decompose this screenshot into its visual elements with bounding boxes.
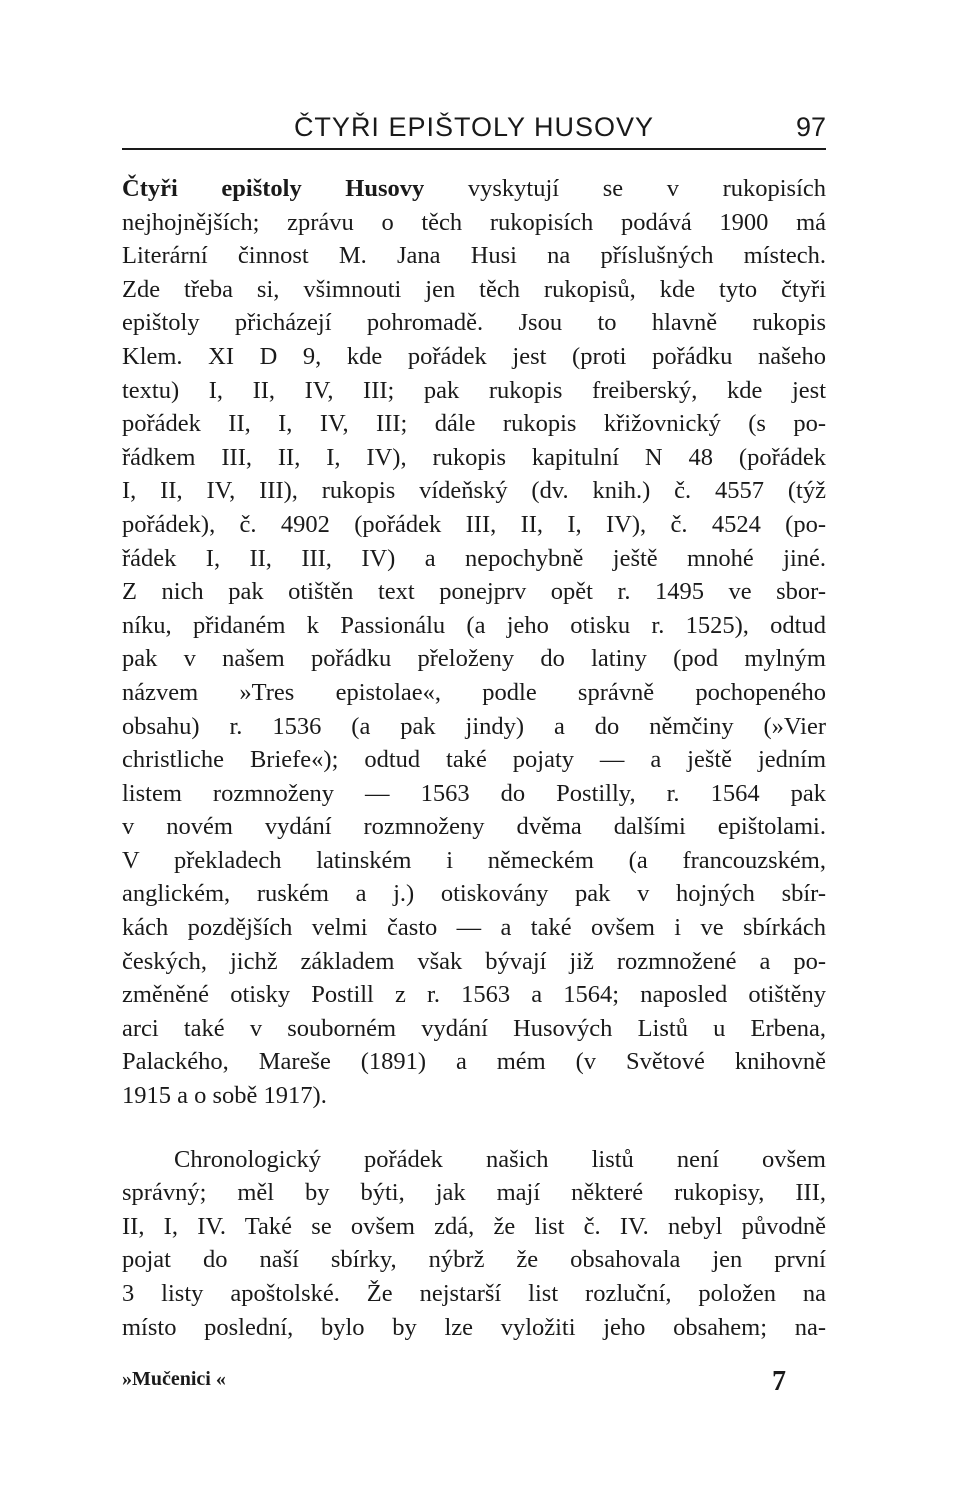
text-line: řádek I, II, III, IV) a nepochybně ještě mnohé jiné. <box>122 544 826 572</box>
text-line: V překladech latinském i německém (a francouzském, <box>122 846 826 874</box>
text-line: změněné otisky Postill z r. 1563 a 1564; naposled otištěny <box>122 981 826 1009</box>
paragraph-1 <box>122 172 826 1113</box>
text-line: 1915 a o sobě 1917). <box>122 1082 327 1110</box>
paragraph-2 <box>122 1143 826 1345</box>
sheet-number: 7 <box>772 1366 786 1397</box>
text-line: arci také v souborném vydání Husových Listů u Erbena, <box>122 1014 826 1042</box>
text-line: pak v našem pořádku přeloženy do latiny (pod mylným <box>122 645 826 673</box>
text-line: českých, jichž základem však bývají již rozmnožené a po- <box>122 947 826 975</box>
lead-bold-phrase: Čtyři epištoly Husovy <box>122 175 425 202</box>
text-line: 3 listy apoštolské. Že nejstarší list rozluční, položen na <box>122 1280 826 1307</box>
text-line: I, II, IV, III), rukopis vídeňský (dv. knih.) č. 4557 (týž <box>122 477 826 505</box>
text-line: Palackého, Mareše (1891) a mém (v Světové knihovně <box>122 1048 826 1076</box>
text-line: II, I, IV. Také se ovšem zdá, že list č. IV. nebyl původně <box>122 1212 826 1240</box>
text-line: místo poslední, bylo by lze vyložiti jeho obsahem; na- <box>122 1313 826 1341</box>
text-line: pořádek II, I, IV, III; dále rukopis křižovnický (s po- <box>122 410 826 438</box>
text-line: v novém vydání rozmnoženy dvěma dalšími epištolami. <box>122 813 826 841</box>
text-line: nejhojnějších; zprávu o těch rukopisích podává 1900 má <box>122 208 826 236</box>
text-line: Z nich pak otištěn text ponejprv opět r. 1495 ve sbor- <box>122 578 826 606</box>
text-line <box>122 172 826 206</box>
text-line: řádkem III, II, I, IV), rukopis kapitulní N 48 (pořádek <box>122 443 826 471</box>
text-line: anglickém, ruském a j.) otiskovány pak v hojných sbír- <box>122 880 826 908</box>
text-line: názvem »Tres epistolae«, podle správně pochopeného <box>122 678 826 706</box>
running-header <box>122 110 826 150</box>
text-line: textu) I, II, IV, III; pak rukopis freiberský, kde jest <box>122 376 826 404</box>
body-text <box>122 172 826 1344</box>
text-line: kách pozdějších velmi často — a také ovšem i ve sbírkách <box>122 914 826 942</box>
paragraph-gap <box>122 1113 826 1143</box>
text-line: Chronologický pořádek našich listů není ovšem <box>174 1145 826 1173</box>
text-line: listem rozmnoženy — 1563 do Postilly, r. 1564 pak <box>122 779 826 807</box>
text-line: správný; měl by býti, jak mají některé rukopisy, III, <box>122 1179 826 1207</box>
text-line: pořádek), č. 4902 (pořádek III, II, I, IV), č. 4524 (po- <box>122 510 826 538</box>
text-line: obsahu) r. 1536 (a pak jindy) a do němčiny (»Vier <box>122 712 826 740</box>
text-line: Klem. XI D 9, kde pořádek jest (proti pořádku našeho <box>122 342 826 370</box>
page-footer <box>122 1368 826 1404</box>
text-line: epištoly přicházejí pohromadě. Jsou to hlavně rukopis <box>122 309 826 337</box>
text-line: níku, přidaném k Passionálu (a jeho otisku r. 1525), odtud <box>122 611 826 639</box>
text-line-rest: vyskytují se v rukopisích <box>424 175 827 202</box>
text-line: pojat do naší sbírky, nýbrž že obsahovala jen první <box>122 1246 826 1274</box>
text-line: Zde třeba si, všimnouti jen těch rukopisů, kde tyto čtyři <box>122 275 826 303</box>
page-number: 97 <box>795 112 826 142</box>
signature-mark: »Mučenici « <box>122 1368 226 1390</box>
text-line: christliche Briefe«); odtud také pojaty — a ještě jedním <box>122 746 826 774</box>
text-line: Literární činnost M. Jana Husi na příslušných místech. <box>122 242 826 270</box>
running-title: ČTYŘI EPIŠTOLY HUSOVY <box>293 112 655 142</box>
